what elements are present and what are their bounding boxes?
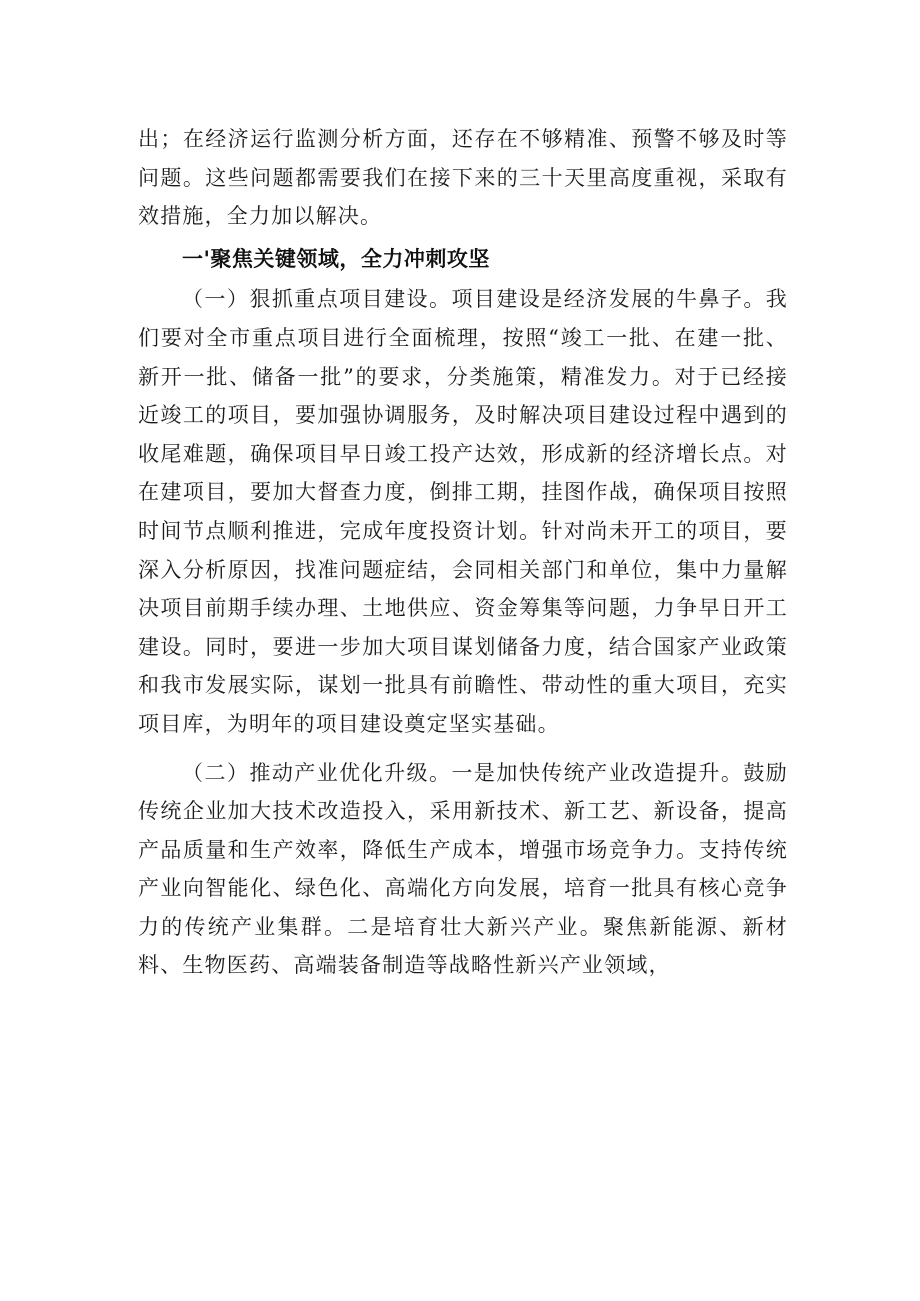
paragraph-industry-upgrade: （二）推动产业优化升级。一是加快传统产业改造提升。鼓励传统企业加大技术改造投入，采用新技术、新工艺、新设备，提高产品质量和生产效率，降低生产成本，增强市场竞争力。支持传统产业向智能化、绿色化、高端化方向发展，培育一批具有核心竞争力的传统产业集群。二是培育壮大新兴产业。聚焦新能源、新材料、生物医药、高端装备制造等战略性新兴产业领域， [138, 760, 788, 978]
paragraph-project-construction: （一）狠抓重点项目建设。项目建设是经济发展的牛鼻子。我们要对全市重点项目进行全面梳理，按照“竣工一批、在建一批、新开一批、储备一批”的要求，分类施策，精准发力。对于已经接近竣工的项目，要加强协调服务，及时解决项目建设过程中遇到的收尾难题，确保项目早日竣工投产达效，形成新的经济增长点。对在建项目，要加大督查力度，倒排工期，挂图作战，确保项目按照时间节点顺利推进，完成年度投资计划。针对尚未开工的项目，要深入分析原因，找准问题症结，会同相关部门和单位，集中力量解决项目前期手续办理、土地供应、资金筹集等问题，力争早日开工建设。同时，要进一步加大项目谋划储备力度，结合国家产业政策和我市发展实际，谋划一批具有前瞻性、带动性的重大项目，充实项目库，为明年的项目建设奠定坚实基础。 [138, 287, 788, 736]
section-heading: 一'聚焦关键领域，全力冲刺攻坚 [182, 246, 490, 271]
paragraph-continuation: 出；在经济运行监测分析方面，还存在不够精准、预警不够及时等问题。这些问题都需要我们在接下来的三十天里高度重视，采取有效措施，全力加以解决。 [138, 127, 788, 229]
document-body [138, 120, 788, 985]
